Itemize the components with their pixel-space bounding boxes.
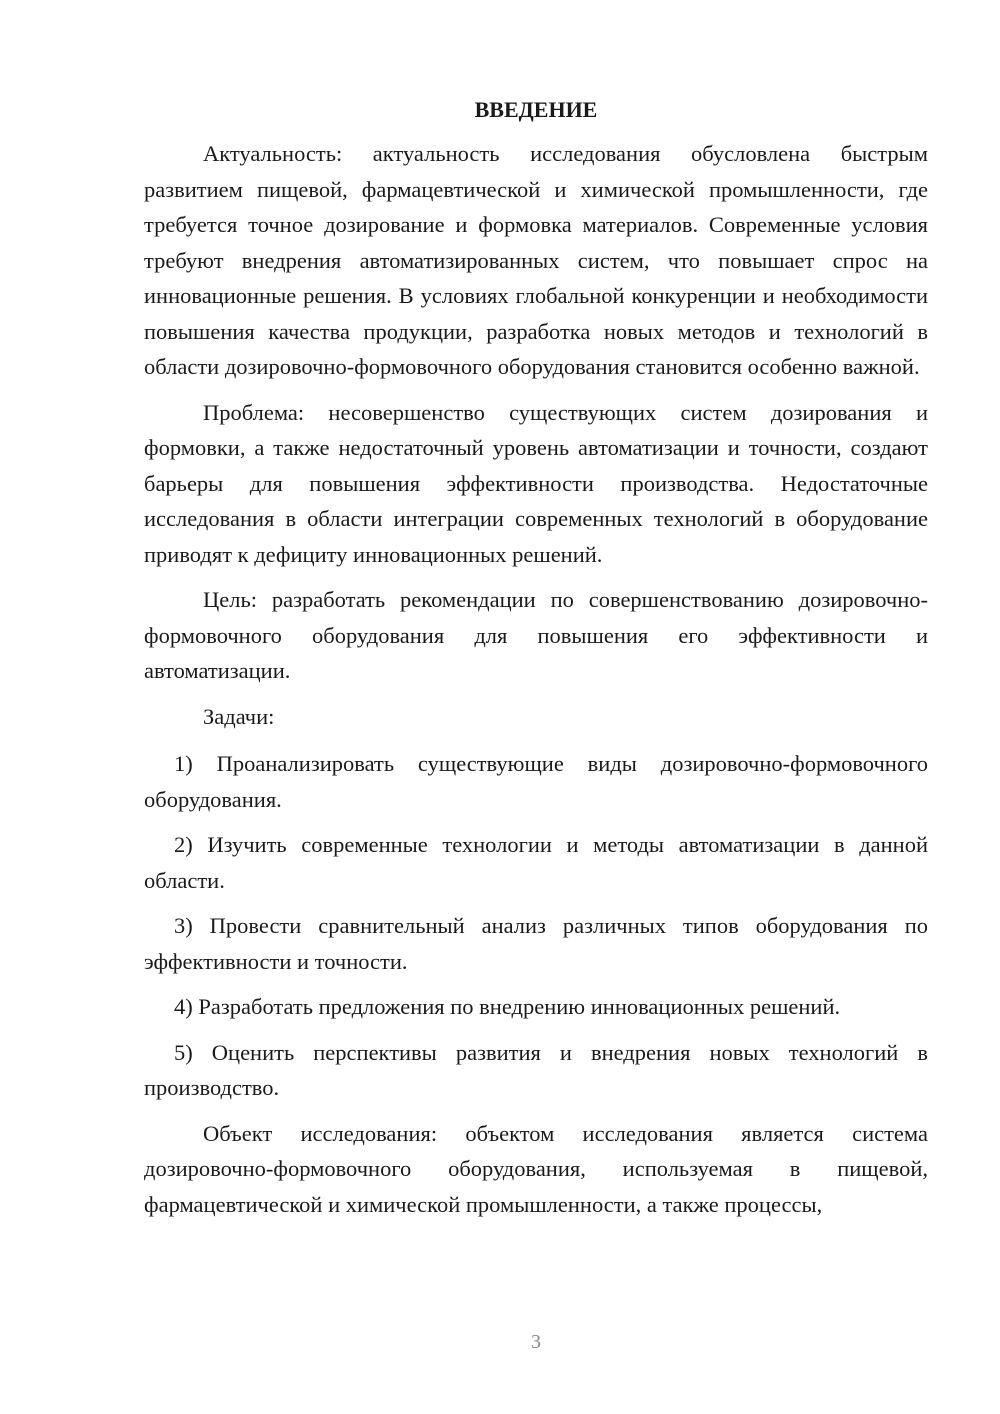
task-item-4: 4) Разработать предложения по внедрению инновационных решений. [174,994,841,1019]
page-title: ВВЕДЕНИЕ [474,97,598,122]
task-item-1: 1) Проанализировать существующие виды дозировочно-формовочного оборудования. [144,751,928,812]
paragraph-object: Объект исследования: объектом исследования является система дозировочно-формовочного оборудования, используемая в пищевой, фармацевтической и химической промышленности, а также процессы, [144,1120,928,1217]
tasks-label: Задачи: [203,703,275,729]
task-item-2: 2) Изучить современные технологии и методы автоматизации в данной области. [144,832,928,893]
paragraph-relevance: Актуальность: актуальность исследования обусловлена быстрым развитием пищевой, фармацевтической и химической промышленности, где требуется точное дозирование и формовка материалов. Современные условия требуют внедрения автоматизированных систем, что повышает спрос на инновационные решения. В условиях глобальной конкуренции и необходимости повышения качества продукции, разработка новых методов и технологий в области дозировочно-формовочного оборудования становится особенно важной. [144,141,928,379]
paragraph-problem: Проблема: несовершенство существующих систем дозирования и формовки, а также недостаточный уровень автоматизации и точности, создают барьеры для повышения эффективности производства. Недостаточные исследования в области интеграции современных технологий в оборудование приводят к дефициту инновационных решений. [144,399,928,567]
task-item-3: 3) Провести сравнительный анализ различных типов оборудования по эффективности и точности. [144,913,928,974]
paragraph-goal: Цель: разработать рекомендации по совершенствованию дозировочно-формовочного оборудования для повышения его эффективности и автоматизации. [144,587,928,683]
page-number: 3 [531,1331,541,1353]
document-page [144,92,928,1232]
task-item-5: 5) Оценить перспективы развития и внедрения новых технологий в производство. [144,1039,928,1100]
